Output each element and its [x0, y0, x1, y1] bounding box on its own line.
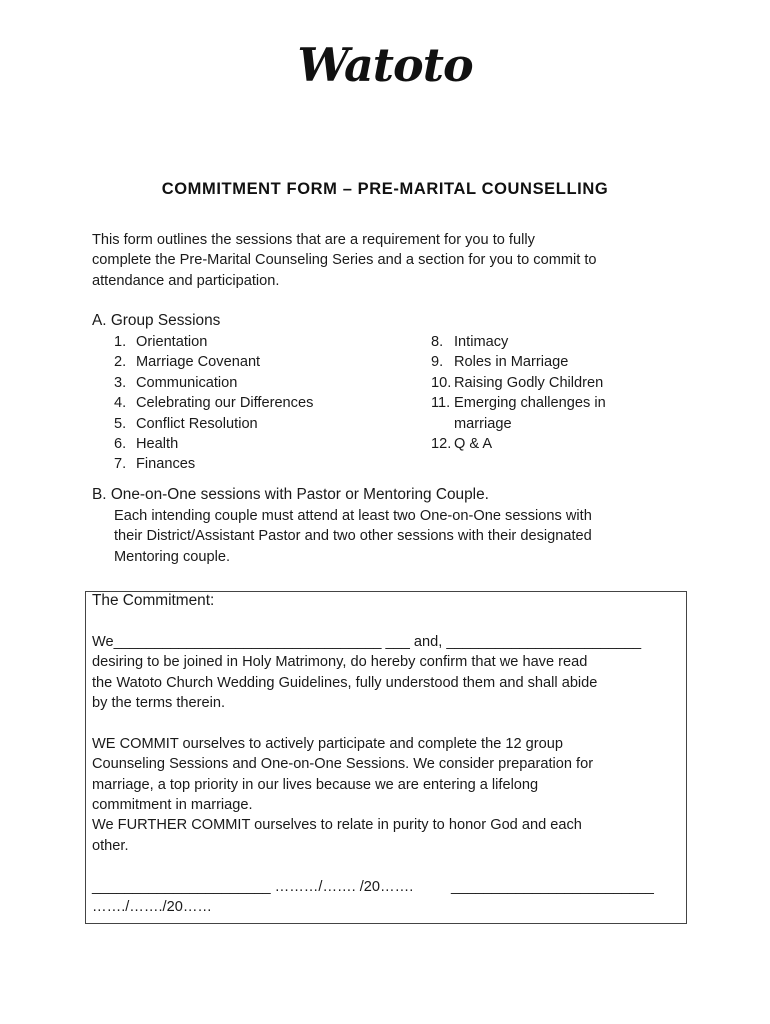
list-item [114, 332, 313, 352]
item-label: Q & A [454, 436, 493, 453]
item-label: Celebrating our Differences [136, 395, 314, 412]
spacer [92, 856, 684, 876]
commitment-content [92, 592, 684, 917]
intro-line: complete the Pre-Marital Counseling Series and a section for you to commit to [92, 252, 597, 269]
signature-row [92, 877, 684, 897]
list-item [114, 373, 313, 393]
item-label: Finances [136, 456, 196, 473]
commitment-line: Counseling Sessions and One-on-One Sessions. We consider preparation for [92, 756, 594, 773]
commitment-heading: The Commitment: [92, 592, 215, 609]
date-field-2[interactable]: ……./……./20…… [92, 899, 213, 916]
spacer [92, 611, 684, 631]
item-number: 9. [431, 354, 444, 371]
list-item [431, 434, 641, 454]
item-label: Emerging challenges in marriage [454, 395, 606, 432]
item-number: 1. [114, 334, 127, 350]
list-item [114, 352, 313, 372]
item-label: Intimacy [454, 334, 509, 350]
group-sessions-heading: A. Group Sessions [92, 312, 221, 329]
commitment-line: commitment in marriage. [92, 797, 253, 814]
item-number: 10. [431, 374, 452, 391]
page-title: COMMITMENT FORM – PRE-MARITAL COUNSELLING [161, 180, 609, 198]
item-label: Conflict Resolution [136, 415, 258, 432]
item-label: Orientation [136, 334, 208, 350]
list-item [114, 434, 313, 454]
item-number: 3. [114, 374, 127, 391]
spacer [92, 713, 684, 733]
commitment-line: marriage, a top priority in our lives because we are entering a lifelong [92, 776, 539, 793]
commitment-line: by the terms therein. [92, 695, 226, 712]
commitment-line: other. [92, 837, 129, 854]
signature-date-field-1[interactable]: ______________________ ………/……. /20……. [92, 878, 414, 895]
list-item [114, 454, 313, 474]
item-number: 8. [431, 334, 444, 350]
item-number: 12. [431, 436, 452, 453]
description-line: Mentoring couple. [114, 548, 231, 565]
watoto-logo: Watoto [297, 38, 473, 92]
item-label: Raising Godly Children [454, 374, 604, 391]
commitment-line: We FURTHER COMMIT ourselves to relate in purity to honor God and each [92, 817, 582, 834]
item-label: Health [136, 436, 179, 453]
item-number: 11. [431, 395, 451, 412]
intro-paragraph [92, 230, 692, 291]
commitment-line: WE COMMIT ourselves to actively participate and complete the 12 group [92, 735, 563, 752]
item-label: Marriage Covenant [136, 354, 261, 371]
item-label: Roles in Marriage [454, 354, 569, 371]
group-sessions-list-left [114, 332, 313, 475]
item-number: 2. [114, 354, 127, 371]
names-fill-line[interactable]: We_________________________________ ___ and, ________________________ [92, 633, 642, 650]
signature-field-2[interactable]: _________________________ [451, 878, 654, 895]
list-item [114, 414, 313, 434]
commitment-line: desiring to be joined in Holy Matrimony, do hereby confirm that we have read [92, 654, 588, 671]
list-item [431, 393, 641, 434]
commitment-line: the Watoto Church Wedding Guidelines, fully understood them and shall abide [92, 674, 598, 691]
list-item [114, 393, 313, 413]
item-label: Communication [136, 374, 238, 391]
list-item [431, 332, 641, 352]
list-item [431, 373, 641, 393]
item-number: 6. [114, 436, 127, 453]
description-line: their District/Assistant Pastor and two other sessions with their designated [114, 528, 592, 545]
description-line: Each intending couple must attend at least two One-on-One sessions with [114, 508, 592, 524]
one-on-one-description [114, 506, 684, 567]
item-number: 4. [114, 395, 127, 412]
item-number: 5. [114, 415, 127, 432]
list-item [431, 352, 641, 372]
commitment-box [85, 591, 687, 924]
group-sessions-list-right [431, 332, 641, 454]
intro-line: This form outlines the sessions that are a requirement for you to fully [92, 232, 535, 248]
intro-line: attendance and participation. [92, 272, 280, 289]
one-on-one-heading: B. One-on-One sessions with Pastor or Mentoring Couple. [92, 486, 489, 503]
item-number: 7. [114, 456, 127, 473]
